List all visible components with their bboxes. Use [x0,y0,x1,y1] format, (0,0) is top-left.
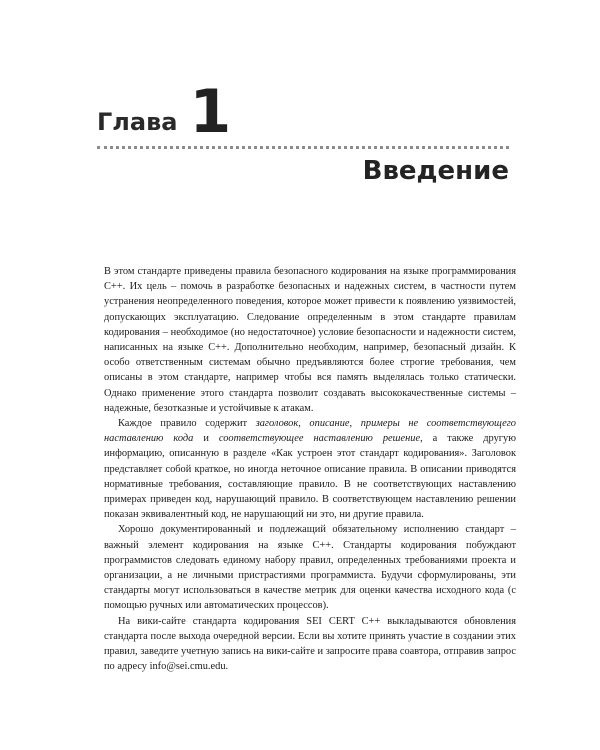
paragraph-3 [104,522,516,613]
emphasis-term: заголовок [255,418,299,430]
emphasis-term: примеры не соответствующего наставлению кода [104,418,516,445]
paragraph-1 [104,264,516,416]
body-text [104,264,516,674]
chapter-label: Глава [97,108,178,136]
chapter-title: Введение [362,156,509,186]
paragraph-segment: В этом стандарте приведены правила безопасного кодирования на языке программирования C++. Их цель – помочь в разработке безопасных и надежных систем, в частности путем устранения неопределенного поведения, которое может привести к появлению уязвимостей, допускающих эксплуатацию. Следование определенным в этом стандарте правилам кодирования – необходимое (но недостаточное) условие безопасности и надежности систем, написанных на языке C++. Дополнительно необходим, например, безопасный дизайн. К особо ответственным системам обычно предъявляются более строгие требования, чем описаны в этом стандарте, например чтобы вся память выделялась только статически. Однако применение этого стандарта позволит создавать высококачественные системы – надежные, безотказные и устойчивые к атакам. [104,266,516,414]
paragraph-2 [104,416,516,522]
paragraph-segment: , а также другую информацию, описанную в разделе «Как устроен этот стандарт кодирования». Заголовок представляет собой краткое, но иногда неточное описание правила. В описании приводятся нормативные требования, составляющие правило. В не соответствующих наставлению примерах приведен код, нарушающий правило. В соответствующем наставлению решении показан эквивалентный код, не нарушающий ни это, ни другие правила. [104,433,516,521]
dotted-divider [97,146,509,149]
emphasis-term: описание [309,418,350,430]
chapter-number: 1 [189,77,232,147]
paragraph-segment: , [349,418,361,430]
emphasis-term: соответствующее наставлению решение [218,433,421,445]
chapter-heading [97,77,232,147]
paragraph-4 [104,614,516,675]
paragraph-segment: и [193,433,219,445]
paragraph-segment: На вики-сайте стандарта кодирования SEI CERT C++ выкладываются обновления стандарта после выхода очередной версии. Если вы хотите принять участие в создании этих правил, заведите учетную запись на вики-сайте и запросите права соавтора, отправив запрос по адресу info@sei.cmu.edu. [104,615,516,673]
paragraph-segment: Хорошо документированный и подлежащий обязательному исполнению стандарт – важный элемент кодирования на языке C++. Стандарты кодирования побуждают программистов следовать единому набору правил, определенных требованиями проекта и организации, а не личными пристрастиями программиста. Будучи сформулированы, эти стандарты могут использоваться в качестве метрик для оценки качества исходного кода (с помощью ручных или автоматических процессов). [104,524,516,612]
paragraph-segment: Каждое правило содержит [118,418,256,430]
paragraph-segment: , [298,418,310,430]
